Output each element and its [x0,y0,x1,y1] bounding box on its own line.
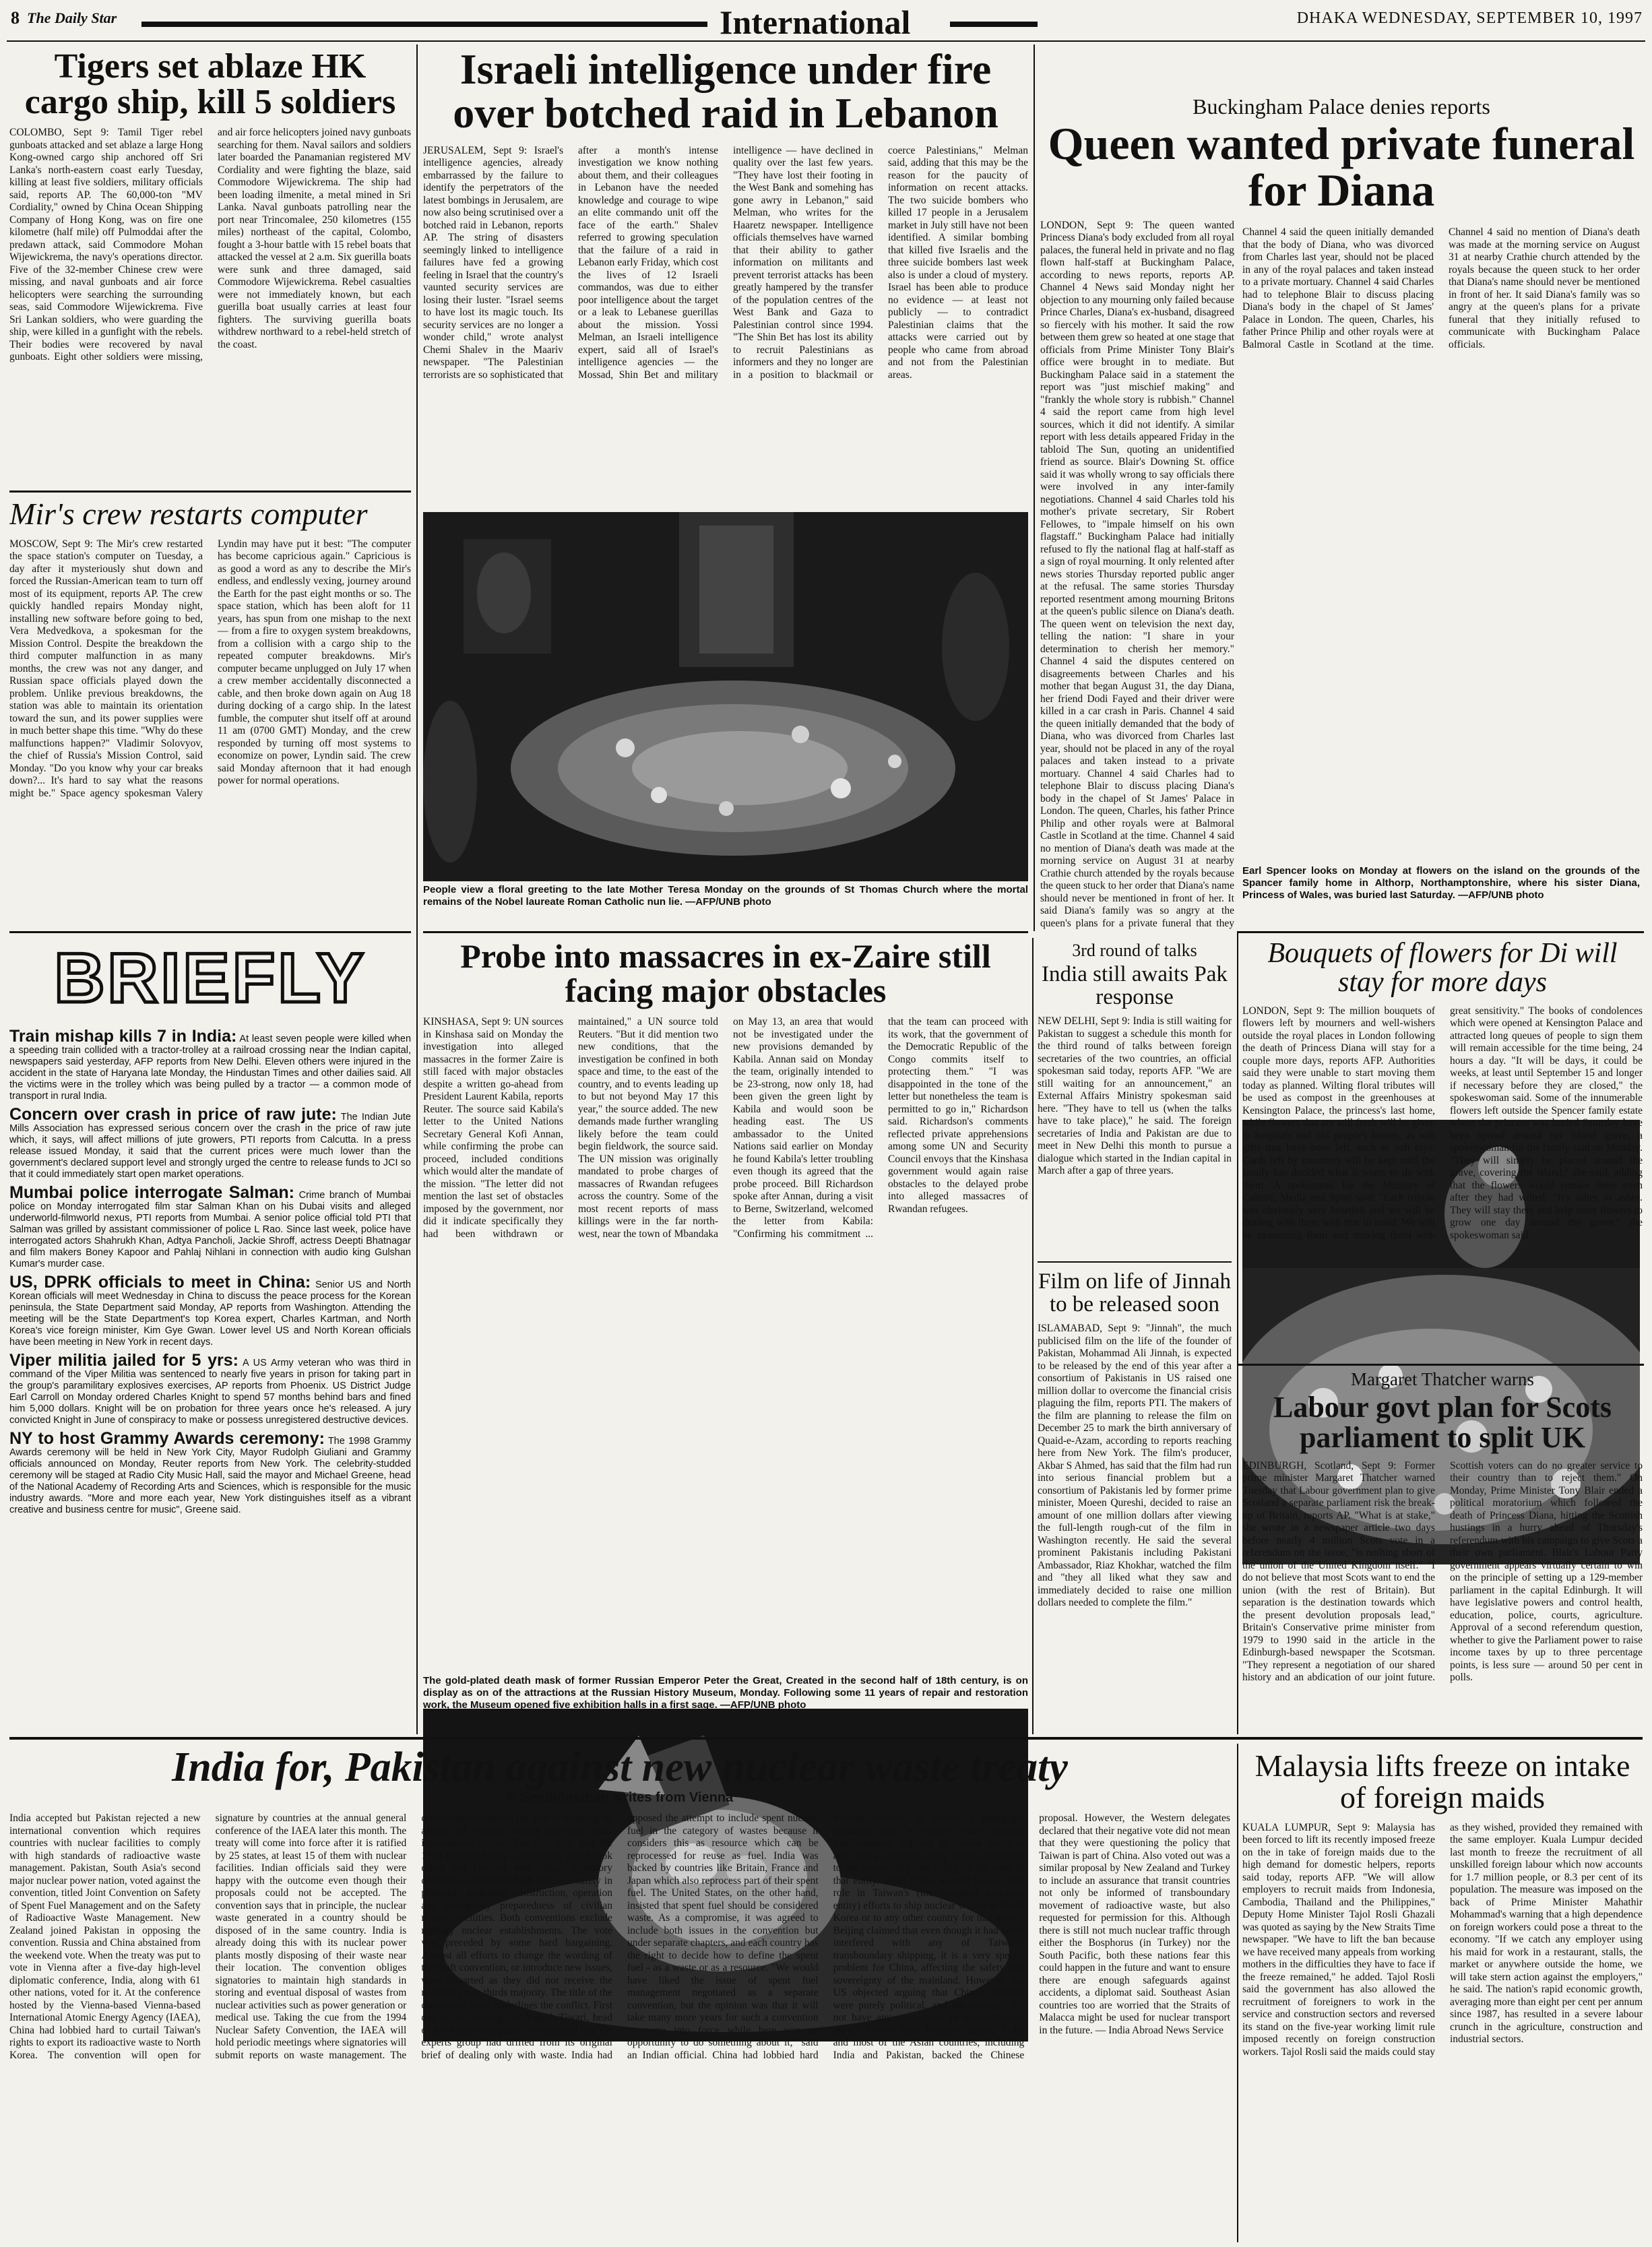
article-body: EDINBURGH, Scotland, Sept 9: Former prime minister Margaret Thatcher warned Tuesday that Labour government plan to give Scotland a separate parliament risk the break-up of Britain, reports AP. "What is at stake," she wrote in a newspaper article two days before nearly 4 million Scots vote in a referendum on the issue, "is nothing short of the union of the United Kingdom itself." "I do not believe that most Scots want to end the union (with the rest of Britain). But separation is the destination towards which the present devolution proposals lead," Britain's Conservative prime minister from 1979 to 1990 said in the article in the Edinburgh-based newspaper the Scotsman. "They represent a negotiation of our shared history and an abdication of our joint future. Scottish voters can do no greater service to their country than to reject them." On Monday, Prime Minister Tony Blair ended a political moratorium which followed the death of Princess Diana, hitting the Scottish hustings in a hurry ahead of Thursday's referendum with his campaign to give Scots a their own parliament. Blair's Labour Party government appears virtually certain to win on the principle of setting up a 129-member parliament in the capital Edinburgh. It will have legislative powers and control health, education, police, courts, agriculture. Approval of a second referendum question, whether to give the Parliament power to raise income taxes by up to three percentage points, is less sure — around 50 per cent in polls. [1242,1459,1643,1684]
brief-head: Viper militia jailed for 5 yrs: [9,1351,239,1370]
dateline: DHAKA WEDNESDAY, SEPTEMBER 10, 1997 [1296,9,1643,27]
article-israeli [423,44,1028,508]
masthead-rule [7,40,1645,42]
brief-item [9,1105,411,1180]
brief-item [9,1429,411,1516]
page-number: 8 [11,8,20,28]
article-malaysia [1242,1748,1643,2242]
rule [1237,1364,1644,1366]
queen-continued-body: Channel 4 said the queen initially demanded that the body of Diana, who was divorced from Charles last year, should not be placed in any of the royal palaces and taken instead to a private mortuary. Channel 4 said Charles had to telephone Blair to discuss placing Diana's body in the chapel of St James' Palace in London. The queen, Charles, his father Prince Philip and other royals were at Balmoral Castle in Scotland at the time. Channel 4 said no mention of Diana's death was made at the morning service on August 31 at nearby Crathie church attended by the royals because the queen stuck to her order that Diana's name should never be mentioned in front of her. It said Diana's family was so angry at the queen's plans for a private funeral that they initially refused to communicate with Buckingham Palace officials. [1242,226,1640,350]
article-queen [1040,94,1643,930]
brief-body: The Indian Jute Mills Association has expressed serious concern over the crash in the price of raw jute which, it says, will affect millions of jute growers, PTI reports from Calcutta. In a press release issued Monday, it said that the current prices were much lower than the government's declared support level and strongly urged the centre to release funds to JCI so that it could immediately start open market operations. [9,1112,411,1180]
briefly-title: BRIEFLY [54,939,367,1017]
headline: Queen wanted private funeral for Diana [1048,118,1635,216]
masthead [7,5,1645,40]
briefly-box [9,938,411,1733]
headline: Labour govt plan for Scots parliament to split UK [1273,1391,1612,1454]
article-body: India accepted but Pakistan rejected a new international convention which requires countries with nuclear facilities to comply with high standards of radioactive waste management. Pakistan, South Asia's second major nuclear power nation, voted against the convention, titled Joint Convention on Safety of Spent Fuel Management and on the Safety of Radioactive Waste Management. New Zealand joined Pakistan in opposing the convention. Russia and China abstained from the weekend vote. When the treaty was put to vote in Vienna after a five-day high-level diplomatic conference, India, along with 61 other nations, voted for it. At the conference hosted by the Vienna-based Vienna-based International Atomic Energy Agency (IAEA), China had lobbied hard to curtail Taiwan's rights to export its radioactive waste to North Korea. The convention will open for signature by countries at the annual general conference of the IAEA later this month. The treaty will come into force after it is ratified by 25 states, at least 15 of them with nuclear facilities. Indian officials said they were happy with the outcome even though their proposals could not be accepted. The convention says that in principle, the nuclear waste generated in a country should be disposed of in the same country. India is already doing this with its nuclear power plants mostly disposing of their waste near their location. The convention obliges signatories to maintain high standards in storing and eventual disposal of wastes from nuclear activities such as power generation or medical use. Taking the cue from the 1994 Nuclear Safety Convention, the IAEA will hold periodic meetings where signatories will submit reports on waste management. The convention completes the aim of bringing all aspects of civilian nuclear activities under international norms. The first step was the 1994 Nuclear Safety Convention, which took effect last October and obliges signatory countries to maintain high levels of safety in planning, designing, construction, operation and emergency preparedness of civilian nuclear facilities. Both conventions exclude military nuclear establishments. The vote was preceded by some hard bargaining. Almost all efforts to change the wording of the draft convention, or introduce new issues, were thwarted as they did not receive the necessary two-thirds majority. The title of the convention itself underlines the conflict. First day of the meeting, Mr Yogesh Tiwari, head of the Indian delegation, complained that the experts group had drifted from its original brief of dealing only with waste. India had opposed the attempt to include spent nuclear fuel in the category of wastes because it considers this as resource which can be reprocessed for reuse as fuel. India was backed by countries like Britain, France and Japan which also reprocess part of their spent fuel. The United States, on the other hand, insisted that spent fuel should be considered waste. As a compromise, it was agreed to include both issues in the convention but under separate chapters, and each country has the right to decide how to define the spent fuel - as a waste or as a resource. "We would have liked the issue of spent fuel management negotiated as a separate convention, but the opinion was that it will take many more years for such a convention to come into force while here was an opportunity to do something about it," said an Indian official. China had lobbied hard without success, to include a paragraph declaring that a country may conduct transboundary shipping of nuclear waste to and from a non-state entity without prejudice to the sovereignty and safety of the state of that entity. What China wanted was a clear role in Taiwan's (the so-called non-state entity) efforts to ship nuclear wastes to North Korea or to any other country for that matter. Beijing claimed that even though it had never interfered with any of Taiwan's transboundary shipping, it is a very special problem for China, affecting the safety and sovereignty of the mainland. However, the US objected arguing that China's motives were purely political, and the proposal did not have any economical or environmental aspect. Unlike most Western nations, Cuba and most of the Asian countries, including India and Pakistan, backed the Chinese proposal. However, the Western delegates declared that their negative vote did not mean that they were questioning the policy that Taiwan is part of China. Also voted out was a similar proposal by New Zealand and Turkey to include an assurance that transit countries not only be informed of transboundary movement of radioactive waste, but also requested for permission for this. Although there is still not much nuclear traffic through either the Bosphorus (in Turkey) nor the South Pacific, both these nations fear this could happen in the future and want to ensure there are enough safeguards against accidents, a diplomat said. Southeast Asian countries too are worried that the Straits of Malacca might be used for nuclear transport in the future. — India Abroad News Service [9,1812,1230,2061]
brief-body: A US Army veteran who was third in command of the Viper Militia was sentenced to nearly five years in prison for taking part in the group's paramilitary explosives exercises, AP reports from Phoenix. US District Judge Earl Carroll on Monday ordered Charles Knight to spend 57 months behind bars and fined him 5,000 dollars. Knight will be on probation for three years once he's released. A jury convicted Knight in June of conspiracy to make or possess unregistered destructive devices. [9,1358,411,1426]
article-mir [9,497,411,928]
brief-head: Concern over crash in price of raw jute: [9,1105,337,1124]
headline: Malaysia lifts freeze on intake of foreign maids [1254,1748,1630,1814]
byline: R Senthilnathan writes from Vienna [506,1790,734,1806]
brief-head: NY to host Grammy Awards ceremony: [9,1429,325,1448]
section-rule-right [950,22,1038,27]
article-tigers [9,44,411,489]
headline: Film on life of Jinnah to be released soon [1038,1269,1231,1317]
headline: Mir's crew restarts computer [9,497,368,531]
column-rule [1237,1744,1238,2242]
queen-continued-text [1242,226,1640,415]
photo-teresa-caption: People view a floral greeting to the late Mother Teresa Monday on the grounds of St Thomas Church where the mortal remains of the Nobel laureate Roman Catholic nun lie. —AFP/UNB photo [423,884,1028,908]
rule [9,490,411,493]
brief-body: The 1998 Grammy Awards ceremony will be held in New York City, Mayor Rudolph Giuliani and Grammy officials announced on Monday, Reuter reports from New York. The celebrity-studded ceremony will be staged at Radio City Music Hall, said the mayor and Michael Greene, head of the National Academy of Recording Arts and Sciences, which is responsible for the music industry awards. "More and more each year, New York distinguishes itself as a vibrant creative and business centre for music", Greene said. [9,1436,411,1515]
article-body: MOSCOW, Sept 9: The Mir's crew restarted the space station's computer on Tuesday, a day after it mysteriously shut down and forced the Russian-American team to turn off most of its equipment, reports AP. The crew quickly handled repairs Monday night, installing new software before going to bed, Vera Medvedkova, a spokesman for the Mission Control. Despite the breakdown the third computer malfunction in as many months, the crew was not any danger, and Russian space officials played down the problem. Unlike previous breakdowns, the station was able to maintain its orientation toward the sun, and its power supplies were in much better shape this time. "Why do these malfunctions happen?" Vladimir Solovyov, the chief of Russia's Mission Control, said Monday. "Do you know why your car breaks down?... It's hard to say what the reasons might be." Space agency spokesman Valery Lyndin may have put it best: "The computer has become capricious again." Capricious is as good a word as any to describe the Mir's endless, and endlessly vexing, journey around the Earth for the past eight months or so. The space station, which has been aloft for 11 years, has spun from one mishap to the next — from a fire to oxygen system breakdowns, from a collision with a cargo ship to the repeated computer breakdowns. Mir's computer became unplugged on July 17 when a crew member accidentally disconnected a cable, and then broke down again on Aug 18 during docking of a cargo ship. In the latest fumble, the computer shut itself off at around 11 am (0700 GMT) Monday, and the crew responded by turning off most systems to economize on power, Lyndin said. The crew said Monday afternoon that it had enough power for normal operations. [9,538,411,799]
kicker: Buckingham Palace denies reports [1193,94,1490,119]
headline: Tigers set ablaze HK cargo ship, kill 5 soldiers [24,47,396,122]
article-scots [1242,1369,1643,1734]
rule [9,1737,1643,1740]
photo-spencer-caption: Earl Spencer looks on Monday at flowers on the island on the grounds of the Spancer family home in Althorp, Northamptonshire, where his sister Diana, Princess of Wales, was buried last Saturday. —AFP/UNB photo [1242,865,1640,901]
brief-body: Crime branch of Mumbai police on Monday interrogated film star Salman Khan on his Dubai visits and alleged underworld-filmworld nexus, PTI reports from Mumbai. A senior police official told PTI that Salman was grilled by assistant commissioner of police L Rao. Since last week, police have interrogated actors Shahrukh Khan, Adtya Pancholi, Jackie Shroff, actress Deepti Bhatnagar and film makers Boney Kapoor and Pahlaj Nihlani in connection with audio king Gulshan Kumar's murder case. [9,1190,411,1269]
queen-column-text: LONDON, Sept 9: The queen wanted Princess Diana's body excluded from all royal palaces, the funeral held in private and no flag flown half-staff at Buckingham Palace, according to news reports, reports AP. Channel 4 News said Monday night her objection to any mourning only failed because Prince Charles, Diana's ex-husband, disagreed so fiercely with his mother. It said the row between them grew so heated at one stage that officials from Prime Minister Tony Blair's office were brought in to mediate. But Buckingham Palace said in a statement the report was "just mischief making" and "frankly the whole story is rubbish." Channel 4 said the report came from high level sources, which it did not identify. A similar report with less details appeared Friday in the tabloid The Sun, quoting an unidentified friend as source. Blair's Downing St. office said it was wholly wrong to say officials there were involved in any inter-family negotiations. Channel 4 said Charles told his mother's private secretary, Sir Robert Fellowes, to "impale himself on his own flagstaff." Buckingham Palace had initially refused to fly the national flag at half-staff as a sign of royal mourning. It only relented after news stories Thursday reported public anger at the refusal. The same stories Thursday reported resentment among mourning Britons at the queen's public silence on Diana's death. The queen went on television the next day, telling the nation: "I share in your determination to cherish her memory." Channel 4 said the disputes centered on disagreements between Charles and his mother that began August 31, the day Diana, her friend Dodi Fayed and their driver were killed in a car crash in Paris. Channel 4 said the queen initially demanded that the body of Diana, who was divorced from Charles last year, should not be placed in any of the royal palaces and taken instead to a private mortuary. Channel 4 said Charles had to telephone Blair to discuss placing Diana's body in the chapel of St James' Palace in London. The queen, Charles, his father Prince Philip and other royals were at Balmoral Castle in Scotland at the time. Channel 4 said no mention of Diana's death was made at the morning service on August 31 at nearby Crathie church attended by the royals because the queen stuck to her order that Diana's name should never be mentioned in front of her. It said Diana's family was so angry at the queen's plans for a private funeral that they [1040,219,1234,929]
column-rule [1237,932,1238,1734]
column-rule [1032,938,1034,1734]
photo-peter-caption: The gold-plated death mask of former Russian Emperor Peter the Great, Created in the second half of 18th century, is on display as on of the attractions at the Russian History Museum, Monday. Following some 11 years of repair and restoration work, the Museum opened five exhibition halls in a first sage. —AFP/UNB photo [423,1675,1028,1711]
rule [1237,931,1644,933]
kicker: Margaret Thatcher warns [1351,1369,1534,1389]
article-pak [1038,941,1232,1257]
rule [9,931,411,933]
brief-item [9,1351,411,1426]
photo-teresa-image [423,512,1028,881]
brief-item [9,1183,411,1270]
headline: Israeli intelligence under fire over botched raid in Lebanon [453,45,998,137]
article-body: ISLAMABAD, Sept 9: "Jinnah", the much publicised film on the life of the founder of Pakistan, Mohammad Ali Jinnah, is expected to be released by the end of this year after a consortium of Pakistanis in US raised one million dollar to overcome the financial crisis plaguing the film, reports PTI. The makers of the film are planning to release the film on December 25 to mark the birth anniversary of Quaid-e-Azam, according to reports reaching here from New York. The film's producer, Akbar S Ahmed, has said that the film had run into serious financial problem but a consortium of Pakistanis led by former prime minister, Moeen Qureshi, decided to raise an amount of one million dollars after viewing the full-length rough-cut of the film in Washington recently. He said the several prominent Pakistanis including Pakistani Ambassador, Riaz Khokhar, watched the film and "they all liked what they saw and immediately decided to raise one million dollars needed to complete the film." [1038,1323,1232,1609]
article-bouquets [1242,937,1643,1362]
article-nuclear [9,1744,1230,2242]
article-body: KINSHASA, Sept 9: UN sources in Kinshasa said on Monday the investigation into alleged massacres in the former Zaire is still faced with major obstacles despite a written go-ahead from President Laurent Kabila, reports Reuter. The source said Kabila's letter to the United Nations Secretary General Kofi Annan, while confirming the probe can proceed, included conditions which would alter the mandate of the mission. "The letter did not mention the last set of obstacles imposed by the government, nor did it indicate specifically they had been withdrawn or maintained," a UN source told Reuters. "But it did mention two new conditions, that the investigation be confined in both space and time, to the east of the country, and to events leading up to but not beyond May 17 this year," the source added. The new demands made further wrangling likely before the team could begin fieldwork, the source said. The UN mission was originally mandated to probe charges of massacres of Rwandan refugees across the country. Some of the most recent reports of mass killings were in the far north-west, near the town of Mbandaka on May 13, an area that would not be investigated under the new provisions demanded by Kabila. Annan said on Monday the team, originally intended to be 23-strong, now only 18, had been given the green light by Kabila and would soon be heading east. The US ambassador to the United Nations said earlier on Monday he found Kabila's letter troubling even though its agreed that the probe proceed. Bill Richardson spoke after Annan, during a visit to Berne, Switzerland, welcomed the letter from Kabila: "Confirming his commitment ... that the team can proceed with its work, that the government of the Democratic Republic of the Congo commits itself to protecting them." "I was disappointed in the tone of the letter but nonetheless the team is permitted to go in," Richardson said. Richardson's comments reflected private apprehensions among some UN and Security Council envoys that the Kinshasa government would again raise obstacles to the delayed probe into alleged massacres of Rwandan refugees. [423,1016,1028,1240]
article-body: COLOMBO, Sept 9: Tamil Tiger rebel gunboats attacked and set ablaze a large Hong Kong-owned cargo ship anchored off Sri Lanka's north-eastern coast early Tuesday, killing at least five soldiers, military officials said, reports AP. The 60,000-ton "MV Cordiality," owned by China Ocean Shipping Company of Hong Kong, was on fire one kilometre (half mile) off Pulmoddai after the predawn attack, said Commodore Mohan Wijewickrema, the navy's operations director. Five of the 32-member Chinese crew were missing, and naval gunboats and air force helicopters were searching the surrounding seas, said Commodore Wijewickrema. Five Sri Lankan soldiers, who were guarding the ship, were killed in a gunfight with the rebels. Their bodies were recovered by naval gunboats. Eight other soldiers were missing, and air force helicopters joined navy gunboats searching for them. Naval sailors and soldiers later boarded the Panamanian registered MV Cordiality and were fighting the blaze, said Commodore Wijewickrema. The ship had been loading ilmenite, a metal mined in Sri Lanka. Naval gunboats patrolling near the port near Trincomalee, 250 kilometres (155 miles) northeast of the capital, Colombo, fought a 3-hour battle with 15 rebel boats that attacked the vessel at 2 a.m. Six guerilla boats were sunk and three damaged, said Commodore Wijewickrema. Rebel casualties were not immediately known, but each guerilla boat usually carries at least four fighters. The surviving guerilla boats withdrew northward to a rebel-held stretch of the coast. [9,127,411,363]
article-body: KUALA LUMPUR, Sept 9: Malaysia has been forced to lift its recently imposed freeze on the in take of foreign maids due to the high demand for domestic helpers, reports said today, reports AFP. "We will allow employers to recruit maids from Indonesia, Cambodia, Thailand and the Philippines," Deputy Home Minister Tajol Rosli Ghazali was quoted as saying by the New Straits Time newspaper. "We have to lift the ban because we have received many appeals from working mothers in the difficulties they have to face if the freeze remained," he added. Tajol Rosli said the government has also allowed the recruitment of foreigners to work in the service and construction sectors and reversed its stand on the five-year working limit rule imposed recently on foreign construction workers. Tajol Rosli said the maids could stay as they wished, provided they remained with the same employer. Kuala Lumpur decided last month to freeze the recruitment of all unskilled foreign labour which now accounts for 1.7 million people, or 8.3 per cent of its population. The measure was imposed on the back of Prime Minister Mahathir Mohammad's warning that a high dependence on foreign workers could pose a threat to the economy. "If we catch any employer using his maid for work in a restaurant, stalls, the market or anywhere outside the home, we will take stern action against the employers," he said. The nation's rapid economic growth, averaging more than eight per cent per annum since 1987, has resulted in a severe labour crunch in the agriculture, construction and industrial sectors. [1242,1821,1643,2058]
section-rule-left [141,22,707,27]
headline: India for, Pakistan against new nuclear waste treaty [172,1744,1068,1790]
brief-head: US, DPRK officials to meet in China: [9,1273,311,1292]
article-body: JERUSALEM, Sept 9: Israel's intelligence agencies, already embarrassed by the failure to identify the perpetrators of the latest bombings in Jerusalem, are now also being scrutinised over a botched raid in Lebanon, reports AP. The string of disasters seemingly linked to intelligence failures have fed a growing feeling in Israel that the country's vaunted security services are losing their luster. "Israel seems to have lost its magic touch. Its security services are no longer a wonder child," wrote analyst Chemi Shalev in the Maariv newspaper. "The Palestinian terrorists are so sophisticated that after a month's intense investigation we know nothing about them, and their colleagues in Lebanon have the needed knowledge and courage to wipe an elite commando unit off the face of the earth." Shalev referred to growing speculation that the failure of a raid in Lebanon early Friday, which cost the lives of 12 Israeli commandos, was due to either poor intelligence about the target or a leak to Lebanese guerillas about the mission. Yossi Melman, an Israeli intelligence expert, said all of Israel's intelligence agencies — the Mossad, Shin Bet and military intelligence — have declined in quality over the last few years. "They have lost their footing in the West Bank and somehing has gone awry in Lebanon," said Melman, who writes for the Haaretz newspaper. Intelligence officials themselves have warned that their ability to gather information on militants and prevent terrorist attacks has been greatly hampered by the transfer of the population centres of the West Bank and Gaza to Palestinian control since 1994. "The Shin Bet has lost its ability to recruit Palestinians as informers and they no longer are in a position to blackmail or coerce Palestinians," Melman said, adding that this may be the reason for the paucity of information on recent attacks. The two suicide bombers who killed 17 people in a Jerusalem market in July still have not been identified. A similar bombing that killed five Israelis and the three suicide bombers last week also is under a cloud of mystery. Israel has been able to produce no evidence — at least not publicly — to contradict Palestinian claims that the attacks were carried out by people who came from abroad and not from the Palestinian areas. [423,144,1028,381]
article-body: LONDON, Sept 9: The million bouquets of flowers left by mourners and well-wishers outside the royal places in London following the death of Princess Diana will stay for a couple more days, reports AFP. Authorities said they were unable to start moving them today as planned. Wilting floral tributes will be used as compost in the greenhouses at Kensington Palace, the princess's last home, while flowers that are still fresh will be given to hospitals and old people's homes, as will gifts that have been left, such as soft toys. Cards left by mourners will be kept until the family has decided what it wants to do with them. A spokesman for the Ministry of Culture, Media and Sport said: "Each tribute was obviously very heartfelt and we will be dealing with them with that in mind. We will be examining them and moving them with great sensitivity." The books of condolences which were opened at Kensington Palace and attracted long queues of people to sign them will remain accessible for the time being, 24 hours a day. "It will be days, it could be weeks, at least until September 15 and longer if necessary before they are closed," the spokeswoman said. Some of the innumerable flowers left outside the Spencer family estate where the princess was buried Saturday have been spread around her island grave, a spokeswoman for the family said on Monday. "They will simply be placed around the grave, covering the island," she said, adding that the flowers would remain there even after they had wilted. "It's ashes to ashes. They will stay there and help more flowers to grow one day around the grave," the spokeswoman said. [1242,1005,1643,1241]
brief-item [9,1273,411,1348]
paper-name: The Daily Star [27,9,117,26]
section-title: International [720,5,911,40]
brief-head: Mumbai police interrogate Salman: [9,1183,295,1202]
article-jinnah [1038,1267,1232,1734]
photo-teresa [423,512,1028,881]
queen-continued [1242,226,1640,415]
briefly-list [9,1027,411,1516]
headline: Probe into massacres in ex-Zaire still facing major obstacles [460,937,991,1009]
rule [1038,1261,1232,1263]
headline: Bouquets of flowers for Di will stay for more days [1267,938,1618,998]
rule [423,931,1028,933]
brief-body: Senior US and North Korean officials will meet Wednesday in China to discuss the peace process for the Korean peninsula, the State Department said Monday, AP reports from Washington. Attending the meeting will be the State Department's top Korea expert, Charles Kartman, and North Korea's vice foreign minister, Kim Gye Gwan. Lower level US and North Korean officials have been meeting in New York in recent days. [9,1279,411,1348]
kicker: 3rd round of talks [1072,941,1197,960]
brief-body: At least seven people were killed when a speeding train collided with a tractor-trolley at a railroad crossing near the Indian capital, newspapers said yesterday, AFP reports from New Delhi. Eleven others were injured in the accident in the state of Haryana late Monday, the Hindustan Times and other dailies said. All the victims were in the trolley which was being pulled by a tractor — a common mode of transport in rural India. [9,1034,411,1102]
article-zaire [423,937,1028,1335]
column-rule [416,44,418,1734]
brief-item [9,1027,411,1102]
brief-head: Train mishap kills 7 in India: [9,1027,237,1046]
headline: India still awaits Pak response [1042,962,1228,1009]
article-body: NEW DELHI, Sept 9: India is still waiting for Pakistan to suggest a schedule this month for the third round of talks between foreign secretaries of the two countries, an official spokesman said today, reports AFP. "We are still waiting for an announcement," an External Affairs Ministry spokesman said here. "They have to tell us (when the talks have to take place)," he said. The foreign secretaries of India and Pakistan are due to meet in New Delhi this month to pursue a dialogue which started in the Indian capital in March after a gap of three years. [1038,1015,1232,1177]
column-rule [1034,44,1035,931]
